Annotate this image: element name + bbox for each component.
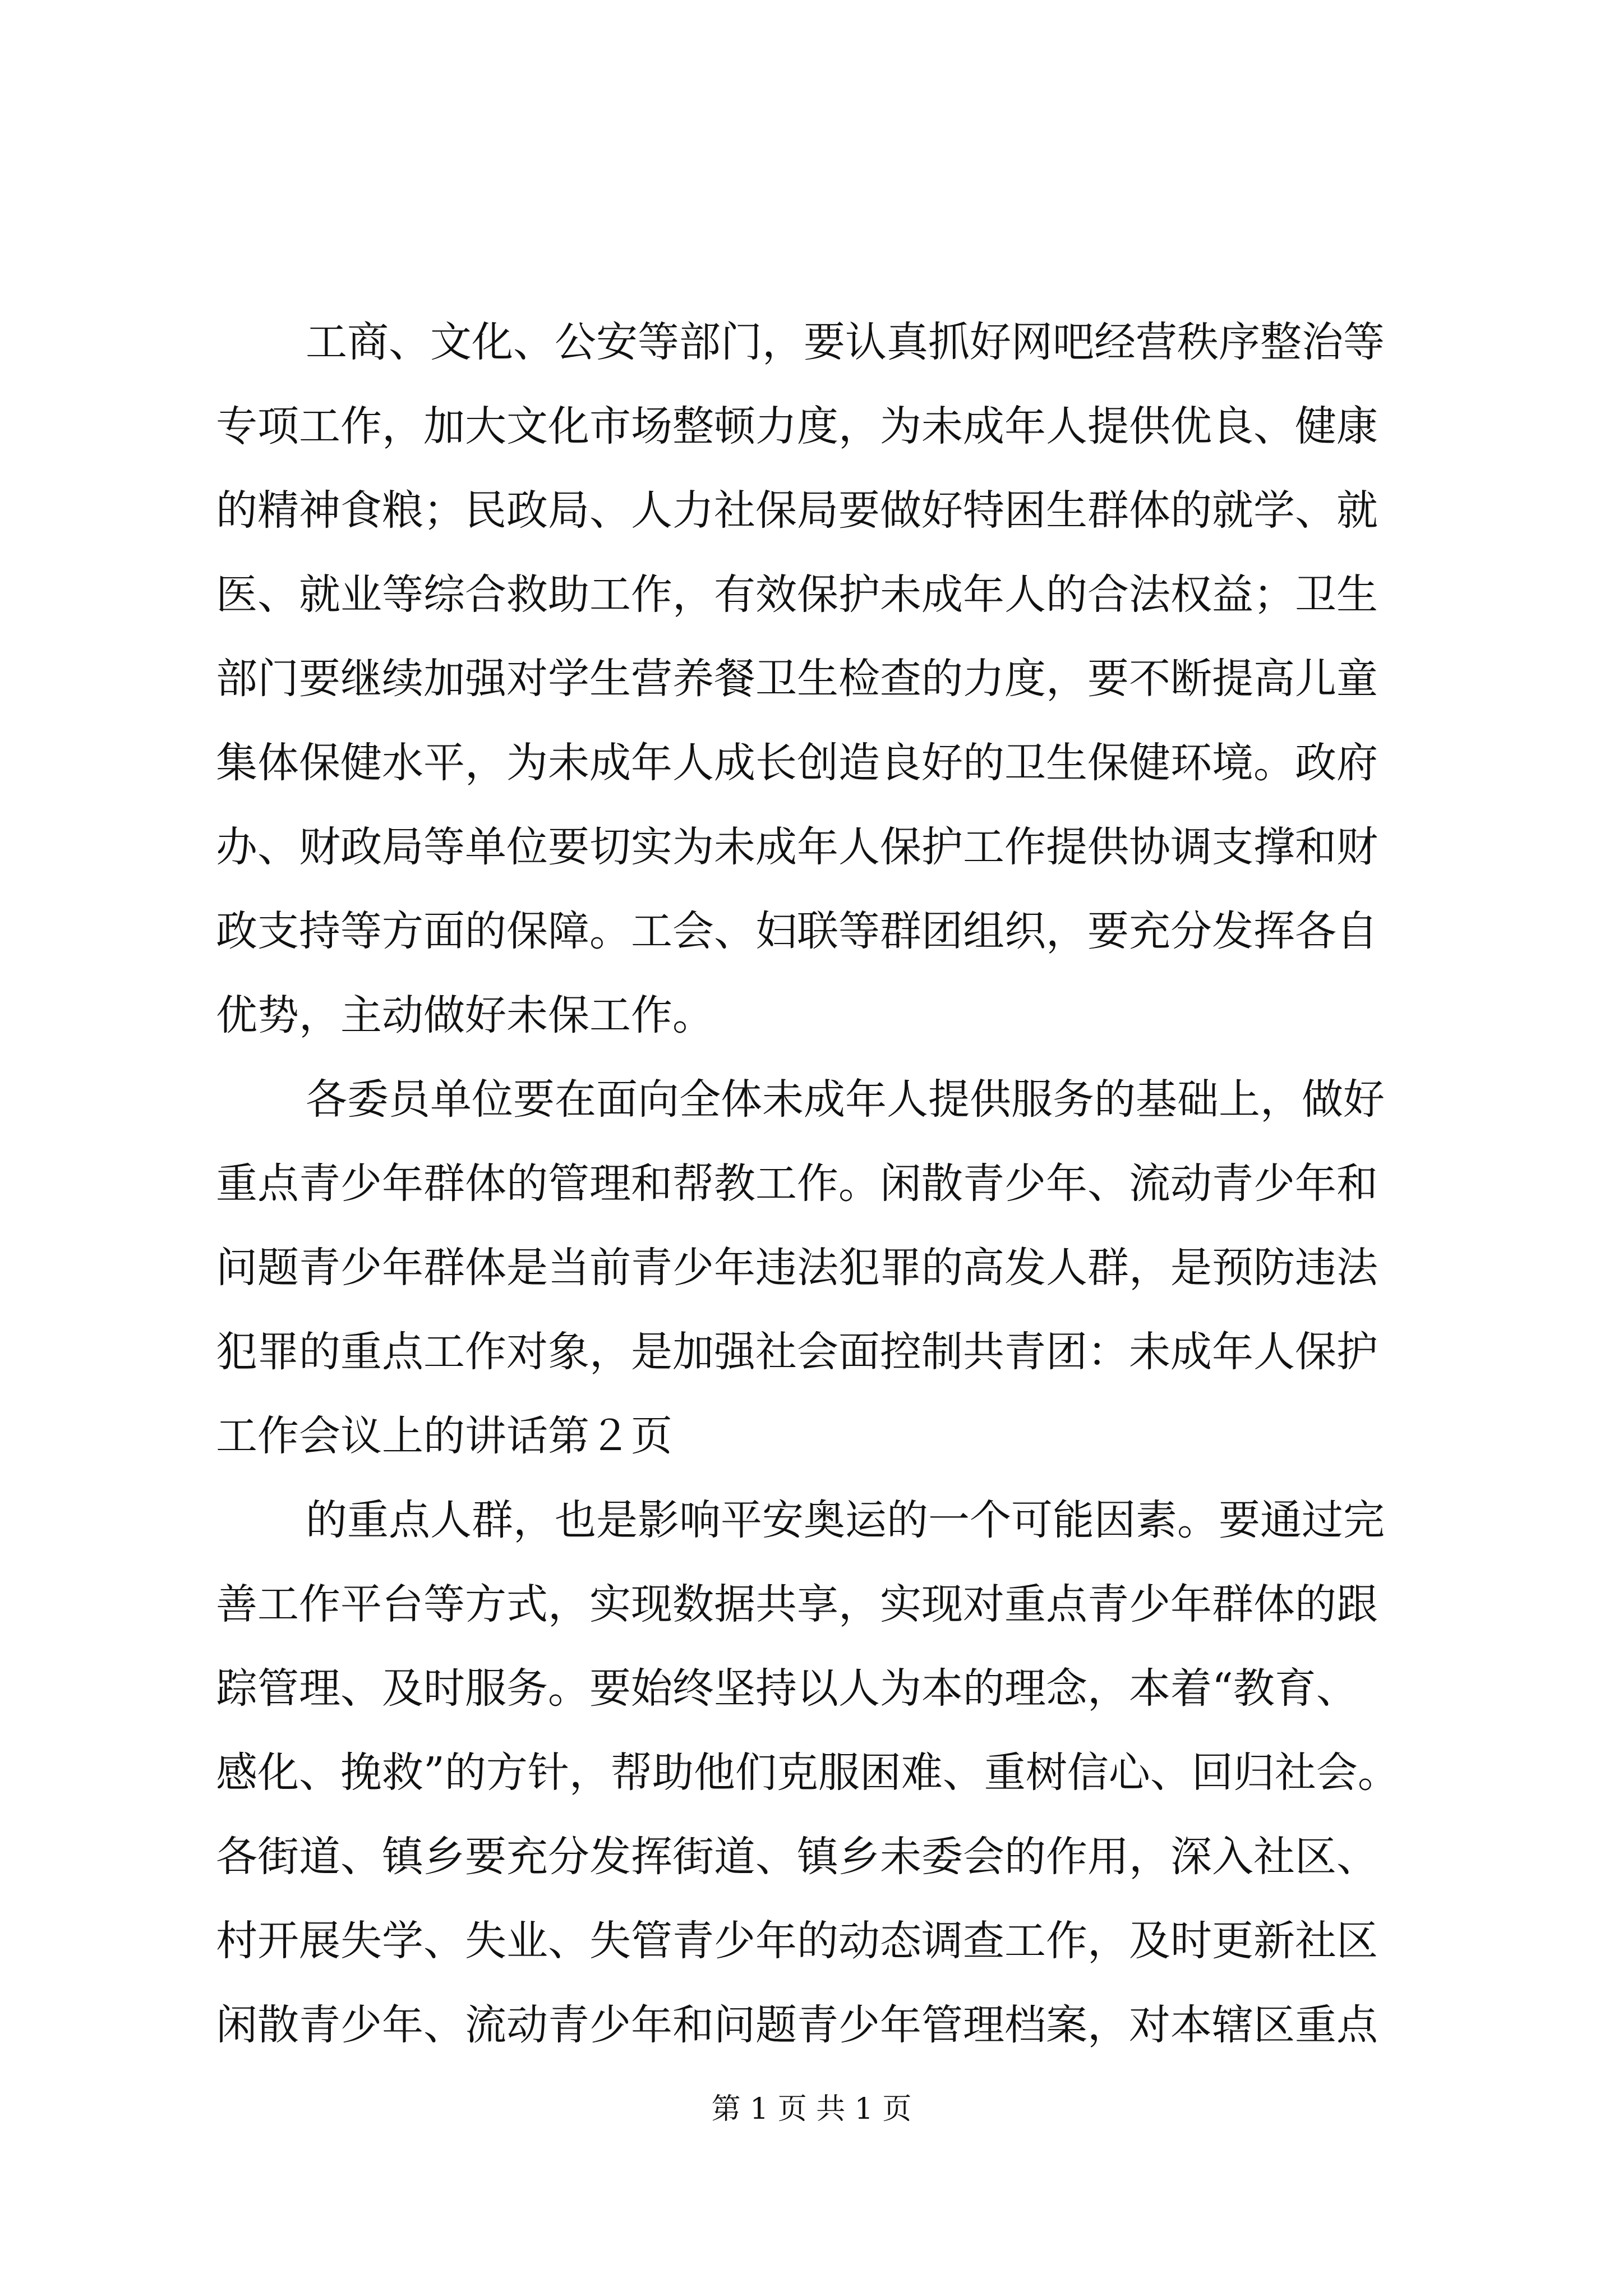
text-line: 部门要继续加强对学生营养餐卫生检查的力度，要不断提高儿童 [216,655,1378,703]
text-line: 各街道、镇乡要充分发挥街道、镇乡未委会的作用，深入社区、 [216,1833,1378,1881]
text-line: 各委员单位要在面向全体未成年人提供服务的基础上，做好 [306,1075,1385,1124]
text-line: 踪管理、及时服务。要始终坚持以人为本的理念，本着“教育、 [216,1664,1358,1713]
text-line: 集体保健水平，为未成年人成长创造良好的卫生保健环境。政府 [216,739,1378,787]
text-line: 感化、挽救”的方针，帮助他们克服困难、重树信心、回归社会。 [216,1749,1399,1797]
text-line: 工作会议上的讲话第２页 [216,1412,672,1460]
text-line: 政支持等方面的保障。工会、妇联等群团组织，要充分发挥各自 [216,907,1378,955]
text-line: 村开展失学、失业、失管青少年的动态调查工作，及时更新社区 [216,1917,1378,1965]
text-line: 的重点人群，也是影响平安奥运的一个可能因素。要通过完 [306,1496,1385,1544]
text-line: 办、财政局等单位要切实为未成年人保护工作提供协调支撑和财 [216,823,1378,871]
text-line: 的精神食粮；民政局、人力社保局要做好特困生群体的就学、就 [216,486,1378,535]
text-line: 问题青少年群体是当前青少年违法犯罪的高发人群，是预防违法 [216,1244,1378,1292]
text-line: 工商、文化、公安等部门，要认真抓好网吧经营秩序整治等 [306,318,1385,366]
text-line: 医、就业等综合救助工作，有效保护未成年人的合法权益；卫生 [216,570,1378,619]
text-line: 优势，主动做好未保工作。 [216,991,714,1039]
page-footer: 第 1 页 共 1 页 [711,2092,912,2126]
text-line: 重点青少年群体的管理和帮教工作。闲散青少年、流动青少年和 [216,1159,1378,1208]
text-line: 专项工作，加大文化市场整顿力度，为未成年人提供优良、健康 [216,402,1378,450]
text-line: 犯罪的重点工作对象，是加强社会面控制共青团：未成年人保护 [216,1328,1378,1376]
text-line: 善工作平台等方式，实现数据共享，实现对重点青少年群体的跟 [216,1580,1378,1628]
text-line: 闲散青少年、流动青少年和问题青少年管理档案，对本辖区重点 [216,2001,1378,2049]
